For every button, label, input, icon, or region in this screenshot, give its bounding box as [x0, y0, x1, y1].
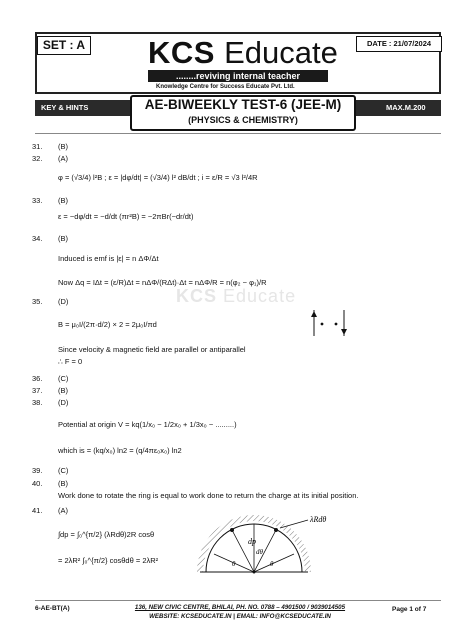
max-marks-label: MAX.M.200: [386, 103, 426, 112]
q34-number: 34.: [32, 234, 43, 243]
parallel-wires-figure: [300, 308, 360, 338]
fig-lambda-label: λRdθ: [310, 515, 327, 524]
q36-answer: (C): [58, 374, 69, 383]
test-title: AE-BIWEEKLY TEST-6 (JEE-M): [144, 97, 342, 112]
q37-number: 37.: [32, 386, 43, 395]
kcs-logo: [148, 36, 338, 70]
q34-line2: Now Δq = IΔt = (ε/R)Δt = nΔΦ/(RΔt)·Δt = nΔΦ/R = n(φ₂ − φ₁)/R: [58, 278, 267, 287]
q41-answer: (A): [58, 506, 68, 515]
q35-line1: Since velocity & magnetic field are parallel or antiparallel: [58, 345, 246, 354]
q39-answer: (C): [58, 466, 69, 475]
q33-equation: ε = −dφ/dt = −d/dt (πr²B) = −2πBr(−dr/dt): [58, 212, 194, 221]
footer-divider: [35, 600, 441, 601]
key-hints-label: KEY & HINTS: [41, 103, 89, 112]
q32-equation: φ = (√3/4) l²B ; ε = |dφ/dt| = (√3/4) l² dB/dt ; i = ε/R = √3 l²/4R: [58, 173, 258, 182]
q38-answer: (D): [58, 398, 69, 407]
q40-line1: Work done to rotate the ring is equal to work done to return the charge at its initial position.: [58, 491, 359, 500]
q35-equation: B = μ₀I/(2π·d/2) × 2 = 2μ₀I/πd: [58, 320, 157, 329]
q31-answer: (B): [58, 142, 68, 151]
q33-answer: (B): [58, 196, 68, 205]
q35-answer: (D): [58, 297, 69, 306]
q38-line2: which is = (kq/x₀) ln2 = (q/4πε₀x₀) ln2: [58, 446, 182, 455]
set-label: SET : A: [37, 36, 91, 55]
q38-line1: Potential at origin V = kq(1/x₀ − 1/2x₀ + 1/3x₀ − .........): [58, 420, 237, 429]
watermark: KCS Educate: [176, 286, 297, 306]
footer-web-email: WEBSITE: KCSEDUCATE.IN | EMAIL: INFO@KCSEDUCATE.IN: [149, 613, 331, 620]
q36-number: 36.: [32, 374, 43, 383]
fig-theta-right: θ: [270, 560, 274, 568]
date-label: DATE : 21/07/2024: [356, 36, 442, 52]
q35-line2: ∴ F = 0: [58, 357, 83, 366]
q41-equation-2: = 2λR² ∫₀^{π/2} cosθdθ = 2λR²: [58, 556, 159, 565]
q35-number: 35.: [32, 297, 43, 306]
q32-number: 32.: [32, 154, 43, 163]
q33-number: 33.: [32, 196, 43, 205]
q34-line1: Induced is emf is |ε| = n ΔΦ/Δt: [58, 254, 159, 263]
tagline: ........reviving internal teacher: [148, 70, 328, 82]
q40-number: 40.: [32, 479, 43, 488]
header-divider: [35, 133, 441, 134]
q39-number: 39.: [32, 466, 43, 475]
fig-dp-label: dp: [248, 537, 256, 546]
footer-address: 136, NEW CIVIC CENTRE, BHILAI, PH. NO. 0788 – 4901500 / 9039014505: [134, 604, 346, 611]
q31-number: 31.: [32, 142, 43, 151]
q34-answer: (B): [58, 234, 68, 243]
q40-answer: (B): [58, 479, 68, 488]
q41-equation-1: ∫dp = ∫₀^{π/2} (λRdθ)2R cosθ: [58, 530, 155, 539]
page-number: Page 1 of 7: [392, 606, 427, 613]
q38-number: 38.: [32, 398, 43, 407]
logo-bold-text: KCS: [148, 35, 215, 70]
q32-answer: (A): [58, 154, 68, 163]
fig-theta-left: θ: [232, 560, 236, 568]
footer-code: 6-AE-BT(A): [35, 605, 70, 612]
semicircle-ring-figure: [196, 510, 366, 578]
company-name: Knowledge Centre for Success Educate Pvt. Ltd.: [156, 84, 295, 90]
q41-number: 41.: [32, 506, 43, 515]
logo-light-text: Educate: [224, 35, 338, 70]
subjects-label: (PHYSICS & CHEMISTRY): [188, 115, 298, 125]
q37-answer: (B): [58, 386, 68, 395]
fig-dtheta-label: dθ: [256, 548, 263, 556]
